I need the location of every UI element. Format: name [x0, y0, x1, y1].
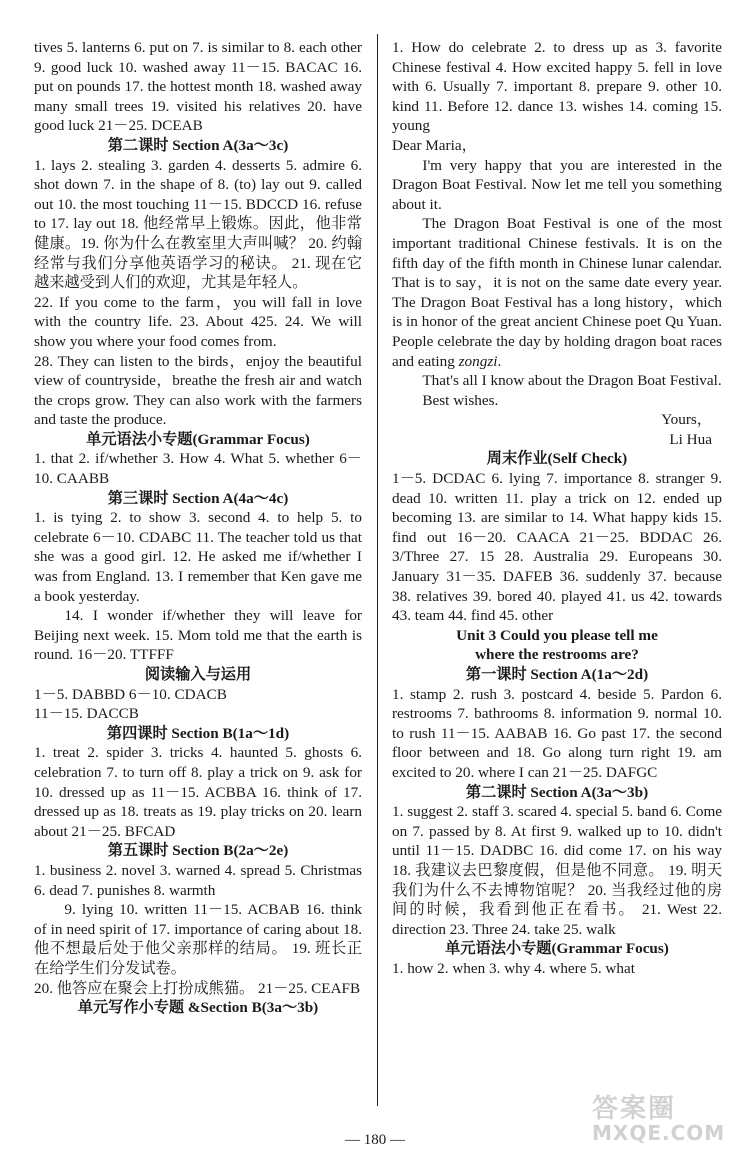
unit-heading: Unit 3 Could you please tell me [456, 626, 658, 644]
section-heading: 第一课时 Section A(1a～2d) [465, 666, 649, 683]
answer-block: tives 5. lanterns 6. put on 7. is similar to 8. each other 9. good luck 10. washed away 11－15. BACAC 16. put on pounds 17. the hottest month 18. washed away many small trees 19. visited his relatives 20. have good luck 21－25. DCEAB [34, 39, 362, 135]
answer-block: 28. They can listen to the birds，enjoy the beautiful view of countryside，breathe the fresh air and watch the crops grow. They can also work with the farmers and taste the produce. [34, 352, 362, 429]
answer-block: 1. is tying 2. to show 3. second 4. to help 5. to celebrate 6－10. CDABC 11. The teacher told us that she was a good girl. 12. He asked me if/whether I was from England. 13. I remember that Ken gave me a book yesterday. [34, 509, 362, 605]
answer-block: 20. 他答应在聚会上打扮成熊猫。 21－25. CEAFB [34, 979, 361, 997]
letter-text: . [497, 352, 502, 370]
answer-block: 14. I wonder if/whether they will leave for Beijing next week. 15. Mom told me that the earth is round. 16－20. TTFFF [34, 607, 362, 664]
answer-block: 1. how 2. when 3. why 4. where 5. what [392, 959, 635, 977]
section-heading: 第五课时 Section B(2a～2e) [107, 842, 289, 860]
answer-block: 1－5. DCDAC 6. lying 7. importance 8. stranger 9. dead 10. written 11. play a trick on 12. ended up becoming 13. are similar to 14. What happy kids 15. find out 16－20. CAACA 21－25. BDDAC 26. 3/Three 27. 15 28. Australia 29. Europeans 30. January 31－35. DAFEB 36. suddenly 37. because 38. relatives 39. bored 40. played 41. us 42. towards 43. team 44. find 45. other [392, 470, 722, 625]
left-column [34, 38, 362, 1018]
section-heading: 单元语法小专题(Grammar Focus) [86, 430, 310, 448]
answer-block: 1. lays 2. stealing 3. garden 4. desserts 5. admire 6. shot down 7. in the shape of 8. (to) lay out 9. called out 10. the most touching 11－15. BDCCD 16. refuse to 17. lay out 18. 他经常早上锻炼。因此，他非常健康。19. 你为什么在教室里大声叫喊？ 20. 约翰经常与我们分享他英语学习的秘诀。 21. 现在它越来越受到人们的欢迎，尤其是年轻人。 [34, 156, 362, 292]
letter-paragraph: I'm very happy that you are interested in the Dragon Boat Festival. Now let me tell you something about it. [392, 156, 722, 213]
letter-text: The Dragon Boat Festival is one of the most important traditional Chinese festivals. It is on the fifth day of the fifth month in Chinese lunar calendar. That is to say，it is not on the same date every year. The Dragon Boat Festival has a long history，which is in honor of the great ancient Chinese poet Qu Yuan. People celebrate the day by holding dragon boat races and eating [392, 215, 722, 370]
unit-heading: where the restrooms are? [475, 646, 639, 664]
answer-block: 1－5. DABBD 6－10. CDACB 11－15. DACCB [34, 685, 227, 723]
watermark-text: 答案圈 [592, 1094, 677, 1124]
letter-closing: Best wishes. [422, 391, 499, 409]
answer-block: 1. suggest 2. staff 3. scared 4. special 5. band 6. Come on 7. passed by 8. At first 9. walked up to 10. didn't until 11－15. DADBC 16. did come 17. on his way 18. 我建议去巴黎度假，但是他不同意。 19. 明天我们为什么不去博物馆呢？ 20. 当我经过他的房间的时候，我看到他正在看书。 21. West 22. direction 23. Three 24. take 25. walk [392, 803, 722, 938]
letter-signature: Li Hua [669, 430, 712, 448]
letter-greeting: Dear Maria， [392, 136, 477, 154]
answer-block: 9. lying 10. written 11－15. ACBAB 16. think of in need spirit of 17. importance of caring about 18. 他不想最后处于他父亲那样的结局。 19. 班长正在给学生们分发试卷。 [34, 901, 362, 977]
section-heading: 第三课时 Section A(4a～4c) [107, 489, 289, 507]
letter-signoff: Yours， [661, 411, 712, 429]
section-heading: 阅读输入与运用 [144, 666, 252, 683]
answer-block: 1. treat 2. spider 3. tricks 4. haunted 5. ghosts 6. celebration 7. to turn off 8. play a trick on 9. ask for 10. dressed up as 11－15. ACBBA 16. think of 17. dressed up as 18. treats as 19. play tricks on 20. learn about 21－25. BFCAD [34, 744, 362, 840]
section-heading: 单元语法小专题(Grammar Focus) [445, 940, 669, 958]
letter-italic-word: zongzi [458, 352, 498, 370]
section-heading: 周末作业(Self Check) [486, 450, 628, 468]
answer-block: 1. How do celebrate 2. to dress up as 3. favorite Chinese festival 4. How excited happy 5. fell in love with 6. Usually 7. important 8. prepare 9. other 10. kind 11. Before 12. dance 13. wishes 14. coming 15. young [392, 39, 722, 135]
section-heading: 第二课时 Section A(3a～3b) [465, 783, 649, 801]
section-heading: 第四课时 Section B(1a～1d) [106, 724, 290, 742]
section-heading: 第二课时 Section A(3a～3c) [107, 136, 289, 154]
letter-paragraph [392, 214, 722, 371]
column-divider [377, 34, 378, 1106]
answer-block: 22. If you come to the farm，you will fall in love with the country life. 23. About 425. 24. We will show you where your food comes from. [34, 293, 362, 350]
section-heading: 单元写作小专题 &Section B(3a～3b) [77, 999, 319, 1017]
watermark-logo [592, 1088, 742, 1146]
answer-block: 1. business 2. novel 3. warned 4. spread 5. Christmas 6. dead 7. punishes 8. warmth [34, 861, 362, 899]
page-number: — 180 — [345, 1132, 405, 1148]
watermark-url: MXQE.COM [592, 1121, 726, 1145]
letter-paragraph: That's all I know about the Dragon Boat Festival. [422, 372, 722, 390]
right-column [392, 38, 722, 979]
answer-block: 1. that 2. if/whether 3. How 4. What 5. whether 6－10. CAABB [34, 450, 362, 488]
answer-block: 1. stamp 2. rush 3. postcard 4. beside 5. Pardon 6. restrooms 7. bathrooms 8. information 9. normal 10. to rush 11－15. AABAB 16. Go past 17. the second floor between and 18. Go along turn right 19. am excited to 20. where I can 21－25. DAFGC [392, 685, 722, 781]
